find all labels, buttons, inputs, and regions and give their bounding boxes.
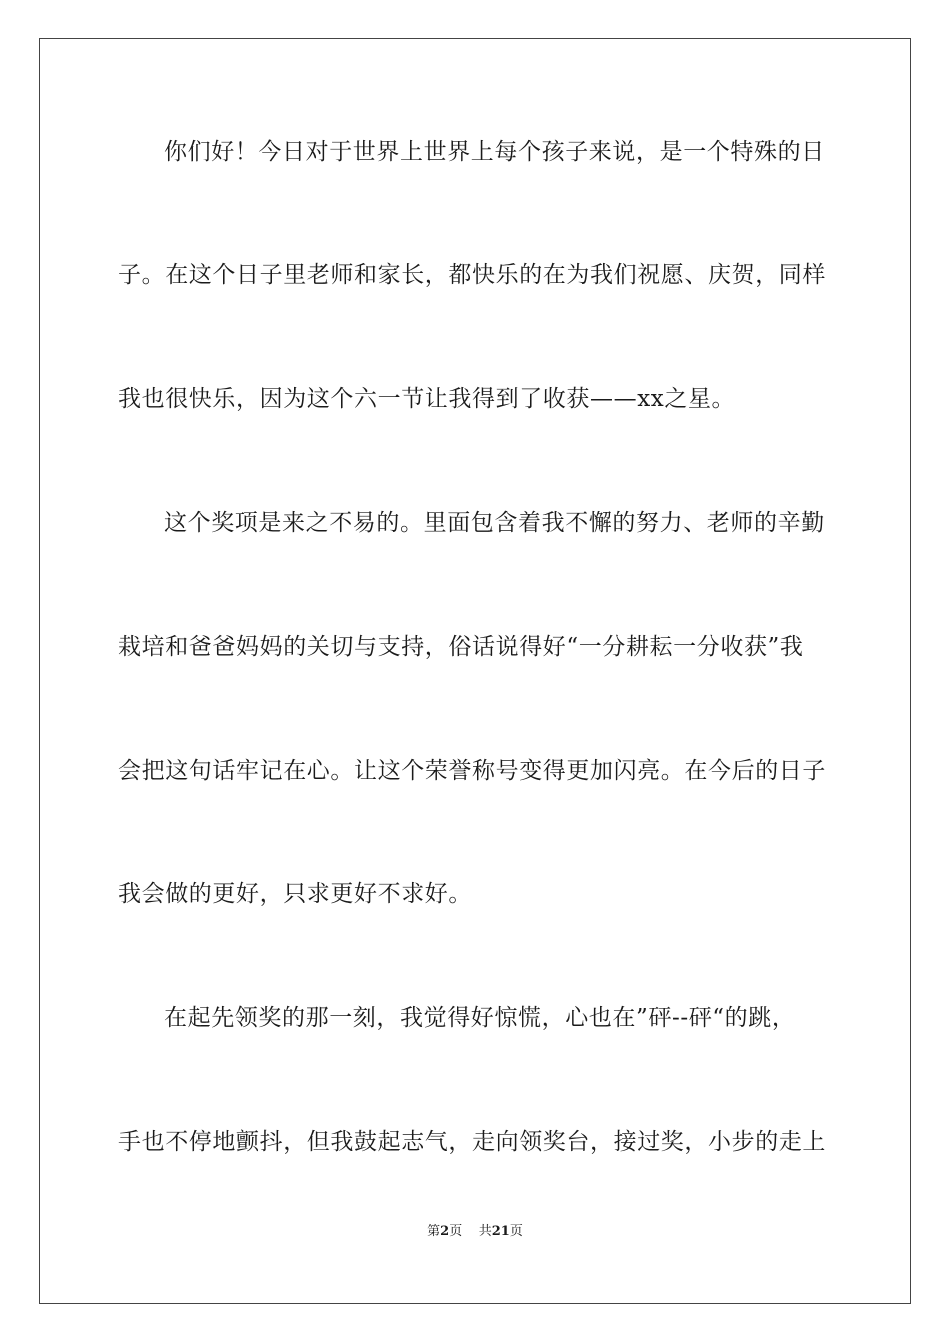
text-line-4: 这个奖项是来之不易的。里面包含着我不懈的努力、老师的辛勤 — [164, 510, 825, 536]
page-prefix: 第 — [427, 1224, 441, 1239]
text-line-9: 手也不停地颤抖，但我鼓起志气，走向领奖台，接过奖，小步的走上 — [118, 1129, 826, 1155]
text-line-6: 会把这句话牢记在心。让这个荣誉称号变得更加闪亮。在今后的日子 — [118, 758, 826, 784]
page-border — [39, 38, 911, 1304]
text-line-2: 子。在这个日子里老师和家长，都快乐的在为我们祝愿、庆贺，同样 — [118, 262, 826, 288]
text-line-5: 栽培和爸爸妈妈的关切与支持，俗话说得好“一分耕耘一分收获”我 — [118, 634, 804, 660]
total-suffix: 页 — [509, 1224, 523, 1239]
text-line-1: 你们好！今日对于世界上世界上每个孩子来说，是一个特殊的日 — [164, 139, 825, 165]
text-line-7: 我会做的更好，只求更好不求好。 — [118, 881, 472, 907]
total-prefix: 共 — [478, 1224, 492, 1239]
page-suffix: 页 — [449, 1224, 463, 1239]
text-line-8: 在起先领奖的那一刻，我觉得好惊慌，心也在”砰--砰“的跳， — [164, 1005, 796, 1031]
text-line-3: 我也很快乐，因为这个六一节让我得到了收获——xx之星。 — [118, 386, 736, 412]
total-pages: 21 — [491, 1224, 510, 1239]
page-number: 2 — [440, 1224, 450, 1239]
page-footer — [0, 1220, 950, 1239]
